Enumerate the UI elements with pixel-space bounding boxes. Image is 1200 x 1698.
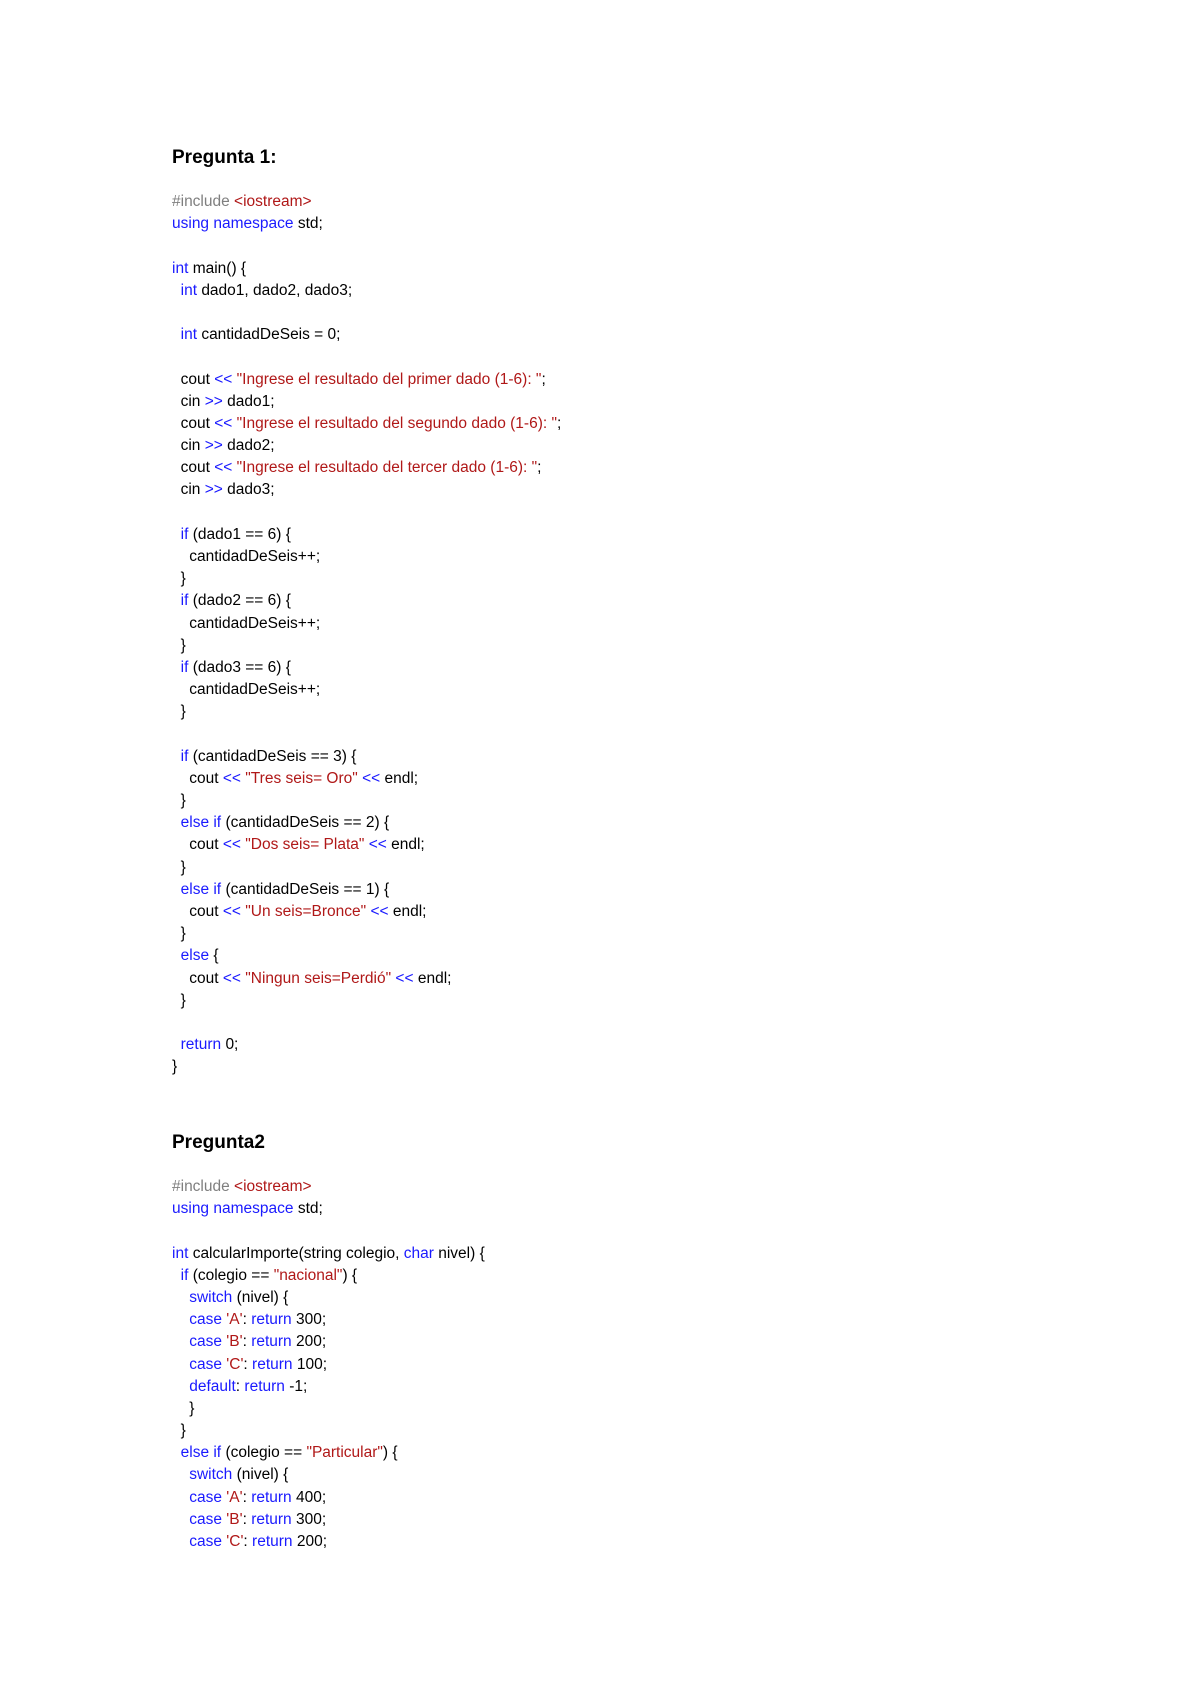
code-token: : [242,1333,252,1351]
code-token: } [172,1058,178,1076]
code-token: case [189,1355,227,1373]
code-line [172,790,561,812]
code-token: (colegio == [192,1266,274,1284]
code-line [172,568,561,590]
code-token: 200; [296,1533,328,1550]
code-token: endl; [417,969,452,987]
code-token: : [242,1311,252,1329]
code-token [172,592,181,609]
code-token: return [252,1355,297,1373]
code-line [172,1012,561,1034]
code-token: ) { [342,1266,358,1284]
code-token: (nivel) { [236,1466,289,1484]
code-line [172,1265,485,1287]
code-line [172,834,561,856]
code-token: cout [172,370,215,388]
code-token: << [362,769,385,787]
code-token: "nacional" [273,1266,343,1284]
code-token: (nivel) { [236,1288,289,1306]
code-token: cout [172,459,215,477]
code-token: } [172,991,186,1009]
code-token [172,282,181,299]
code-token: if [180,747,193,765]
code-token: (cantidadDeSeis == 1) { [225,880,390,898]
code-token: case [189,1533,227,1550]
code-token: #include [172,1178,235,1195]
code-token: cout [172,414,215,432]
code-token: : [243,1533,253,1550]
code-token: int [180,326,202,344]
code-line [172,1034,561,1056]
code-line [172,857,561,879]
code-token: 'A' [226,1311,243,1329]
code-line [172,1509,485,1531]
code-token [172,1533,189,1550]
code-block-pregunta-2 [172,1176,485,1553]
code-token: int [172,259,193,277]
code-line [172,1176,485,1198]
code-token [172,748,181,765]
code-token: dado3; [227,481,275,499]
code-line [172,235,561,257]
code-block-pregunta-1 [172,191,561,1079]
code-token: <iostream> [234,1178,312,1195]
code-token: { [213,947,219,965]
code-token: << [222,769,246,787]
code-token: cout [172,969,223,987]
code-line [172,635,561,657]
code-token: (dado3 == 6) { [192,658,291,676]
code-token [172,1267,181,1284]
code-token: << [395,969,418,987]
code-token: case [189,1488,227,1506]
code-token [172,814,181,831]
code-line [172,213,561,235]
code-token: ; [557,414,562,432]
code-token: } [172,636,186,654]
code-token: } [172,792,186,810]
code-token: calcularImporte(string colegio, [192,1244,404,1262]
code-line [172,701,561,723]
section-title-pregunta-1: Pregunta 1: [172,147,277,168]
code-token [172,1378,189,1395]
code-token: cout [172,769,223,787]
code-token: if [180,525,193,543]
code-token [172,1444,181,1461]
code-token: 400; [296,1488,327,1506]
code-token: else if [180,880,226,898]
code-token: main() { [192,259,247,277]
code-token [172,1489,189,1506]
code-token: cantidadDeSeis++; [172,614,321,632]
code-token: : [242,1488,252,1506]
code-line [172,1309,485,1331]
code-token: 300; [296,1510,327,1528]
code-line [172,879,561,901]
code-token: } [172,570,186,588]
code-token: << [214,459,237,477]
code-token: (colegio == [225,1444,307,1462]
code-token: >> [204,481,228,499]
code-line [172,302,561,324]
code-token: dado2; [227,437,275,455]
code-token: << [368,836,392,854]
code-token: std; [297,215,323,233]
code-line [172,1243,485,1265]
code-token: #include [172,193,235,210]
code-line [172,1331,485,1353]
code-token: "Particular" [306,1444,383,1462]
code-token: if [180,658,193,676]
code-token: 0; [225,1036,239,1054]
code-line [172,258,561,280]
code-line [172,901,561,923]
code-token [172,1356,189,1373]
code-token: case [189,1510,227,1528]
code-line [172,280,561,302]
code-token: "Ingrese el resultado del segundo dado (1-6): " [236,414,557,432]
code-line [172,657,561,679]
code-line [172,346,561,368]
code-token: ) { [382,1444,398,1462]
code-line [172,191,561,213]
code-token: cin [172,392,205,410]
code-token: << [370,903,393,920]
code-line [172,923,561,945]
code-token: 'C' [226,1355,244,1373]
code-line [172,479,561,501]
section-title-pregunta-2: Pregunta2 [172,1132,265,1153]
code-token: case [189,1311,227,1329]
code-token: endl; [391,836,425,854]
code-line [172,1056,561,1078]
code-token: 'C' [226,1533,244,1550]
code-line [172,413,561,435]
code-token: return [252,1533,297,1550]
code-line [172,1442,485,1464]
code-token: endl; [392,903,427,920]
code-token: 'A' [226,1488,243,1506]
code-token: : [243,1355,253,1373]
code-token: return [251,1311,296,1329]
code-token: std; [297,1200,323,1218]
code-line [172,1220,485,1242]
code-line [172,324,561,346]
code-token: } [172,1399,195,1417]
code-token: "Ingrese el resultado del primer dado (1-6): " [236,370,542,388]
code-token [172,1311,189,1328]
code-token: "Un seis=Bronce" [245,903,371,920]
code-token: cin [172,437,205,455]
code-line [172,502,561,524]
code-token: return [180,1036,226,1054]
code-token: else if [180,814,226,832]
code-token: nivel) { [438,1244,485,1262]
code-token: case [189,1333,227,1351]
code-line [172,1398,485,1420]
code-token: using namespace [172,215,298,233]
code-token: int [180,281,202,299]
code-token: << [222,836,246,854]
code-token: 'B' [226,1510,243,1528]
code-token: cantidadDeSeis++; [172,681,321,699]
code-token [172,1511,189,1528]
code-token: >> [204,437,228,455]
code-token [172,881,181,898]
code-token: (cantidadDeSeis == 2) { [225,814,390,832]
code-token: return [251,1333,296,1351]
code-line [172,724,561,746]
code-token: cantidadDeSeis++; [172,548,321,565]
code-line [172,746,561,768]
code-line [172,457,561,479]
code-token: << [214,370,237,388]
code-token: cantidadDeSeis = 0; [201,326,341,344]
code-token: } [172,1422,186,1440]
code-token [172,659,181,676]
code-line [172,1531,485,1553]
code-token: cout [172,836,223,854]
code-line [172,1420,485,1442]
code-token: << [222,969,246,987]
code-line [172,1354,485,1376]
code-token: ; [537,459,542,477]
code-line [172,768,561,790]
code-token: : [235,1377,245,1395]
code-token: else [180,947,214,965]
code-token: switch [189,1288,237,1306]
code-token: switch [189,1466,237,1484]
code-token: if [180,592,193,610]
code-token [172,1466,189,1483]
code-line [172,812,561,834]
code-token: cout [172,903,223,920]
code-token: } [172,703,186,721]
code-line [172,369,561,391]
code-token: if [180,1266,193,1284]
code-token [172,526,181,543]
code-token: >> [204,392,228,410]
code-line [172,1487,485,1509]
code-token: 100; [296,1355,328,1373]
code-token: -1; [289,1377,308,1395]
code-token: ; [541,370,546,388]
code-token: char [403,1244,439,1262]
code-token [172,1036,181,1053]
code-line [172,968,561,990]
code-token: 'B' [226,1333,243,1351]
code-token: cin [172,481,205,499]
code-token: } [172,925,186,943]
code-token: "Ingrese el resultado del tercer dado (1-6): " [236,459,538,477]
code-token: "Dos seis= Plata" [245,836,369,854]
code-token: dado1; [227,392,275,410]
code-token: : [242,1510,252,1528]
code-token: << [222,903,246,920]
code-line [172,1376,485,1398]
code-token [172,1333,189,1350]
code-line [172,679,561,701]
code-token: using namespace [172,1200,298,1218]
code-token: 200; [296,1333,327,1351]
code-token [172,947,181,964]
code-token: } [172,858,186,876]
code-line [172,524,561,546]
code-token: return [251,1488,296,1506]
code-token: default [189,1377,236,1395]
code-line [172,1287,485,1309]
code-token: endl; [384,769,419,787]
code-token: "Tres seis= Oro" [245,769,363,787]
code-token: return [244,1377,290,1395]
code-line [172,590,561,612]
code-line [172,945,561,967]
code-line [172,435,561,457]
code-token: int [172,1244,193,1262]
code-token [172,1289,189,1306]
code-line [172,990,561,1012]
code-line [172,613,561,635]
code-token: return [251,1510,296,1528]
code-token: (cantidadDeSeis == 3) { [192,747,357,765]
code-token: (dado2 == 6) { [192,592,291,610]
code-line [172,1198,485,1220]
code-token: (dado1 == 6) { [192,525,291,543]
code-token: << [214,414,237,432]
code-line [172,546,561,568]
code-line [172,1464,485,1486]
code-token: 300; [296,1311,327,1329]
code-line [172,391,561,413]
code-token: "Ningun seis=Perdió" [245,969,396,987]
code-token: dado1, dado2, dado3; [201,281,353,299]
code-token [172,326,181,343]
code-token: <iostream> [234,193,312,210]
code-token: else if [180,1444,226,1462]
